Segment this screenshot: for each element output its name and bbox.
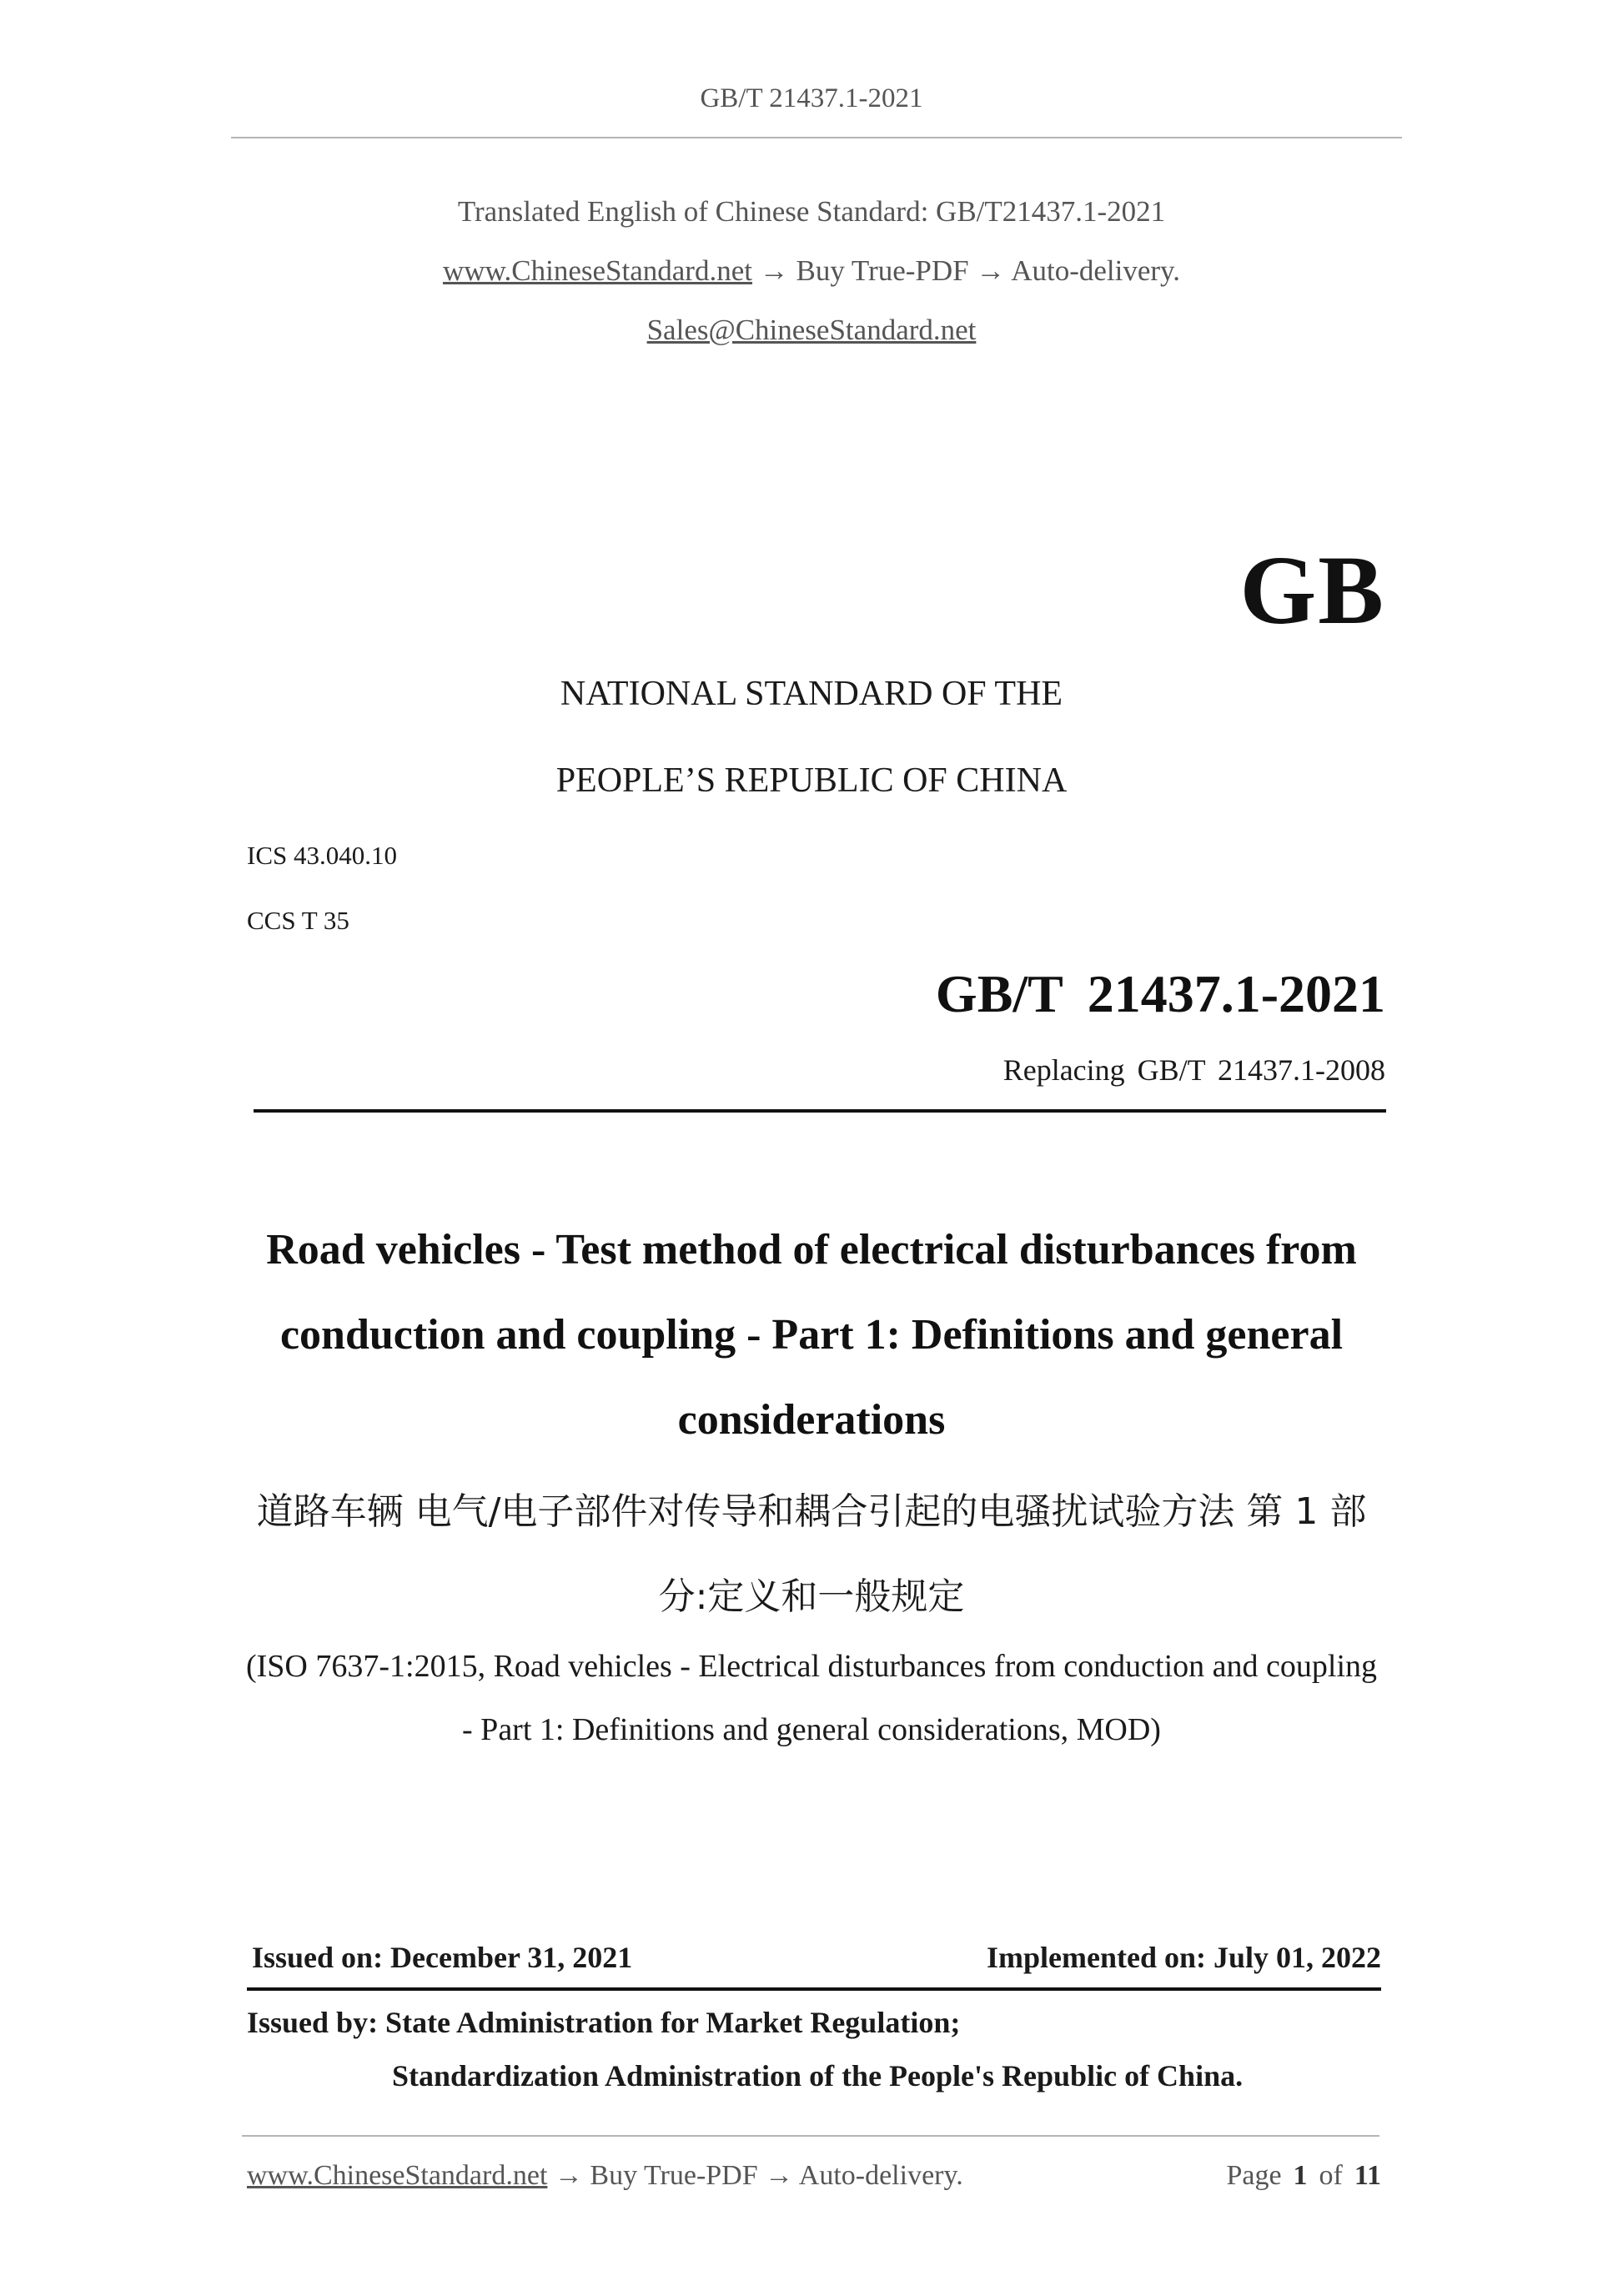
ics-code: ICS 43.040.10	[247, 841, 397, 870]
document-title-chinese: 道路车辆 电气/电子部件对传导和耦合引起的电骚扰试验方法 第 1 部分:定义和一般规定	[256, 1490, 1367, 1618]
issued-by-line-2: Standardization Administration of the People's Republic of China.	[392, 2059, 1244, 2093]
issued-on-date: Issued on: December 31, 2021	[252, 1941, 633, 1974]
ccs-code: CCS T 35	[247, 906, 349, 935]
iso-reference: (ISO 7637-1:2015, Road vehicles - Electrical disturbances from conduction and coupling - Part 1: Definitions and general considerations, MOD)	[245, 1649, 1378, 1747]
footer-promo	[247, 2160, 963, 2192]
issue-divider	[247, 1987, 1381, 1991]
gb-logo: GB	[1239, 535, 1385, 645]
promo-text: → Buy True-PDF → Auto-delivery.	[751, 254, 1181, 287]
footer-promo-text: → Buy True-PDF → Auto-delivery.	[547, 2160, 963, 2191]
standard-number: GB/T 21437.1-2021	[935, 964, 1385, 1023]
website-link[interactable]: www.ChineseStandard.net	[442, 254, 752, 287]
header-divider	[231, 137, 1402, 138]
page-label: Page	[1226, 2160, 1282, 2191]
promo-line	[0, 254, 1623, 288]
page-total: 11	[1354, 2160, 1381, 2191]
document-title-english: Road vehicles - Test method of electrical disturbances from conduction and coupling - Part 1: Definitions and general considerations	[266, 1226, 1357, 1444]
page-indicator	[1226, 2160, 1381, 2192]
national-standard-line-2: PEOPLE’S REPUBLIC OF CHINA	[555, 761, 1068, 800]
footer-website-link[interactable]: www.ChineseStandard.net	[247, 2160, 548, 2191]
running-head: GB/T 21437.1-2021	[700, 83, 923, 113]
replacing-standard: Replacing GB/T 21437.1-2008	[1002, 1053, 1385, 1087]
implemented-on-date: Implemented on: July 01, 2022	[986, 1941, 1381, 1974]
title-divider	[254, 1109, 1386, 1113]
national-standard-line-1: NATIONAL STANDARD OF THE	[560, 675, 1063, 713]
of-label: of	[1319, 2160, 1343, 2191]
page-current: 1	[1293, 2160, 1308, 2191]
footer-divider	[242, 2135, 1379, 2137]
sales-email-link[interactable]: Sales@ChineseStandard.net	[646, 314, 977, 346]
translated-notice: Translated English of Chinese Standard: GB/T21437.1-2021	[457, 195, 1166, 228]
sales-line	[0, 314, 1623, 347]
issued-by-line-1: Issued by: State Administration for Market Regulation;	[247, 2006, 961, 2039]
